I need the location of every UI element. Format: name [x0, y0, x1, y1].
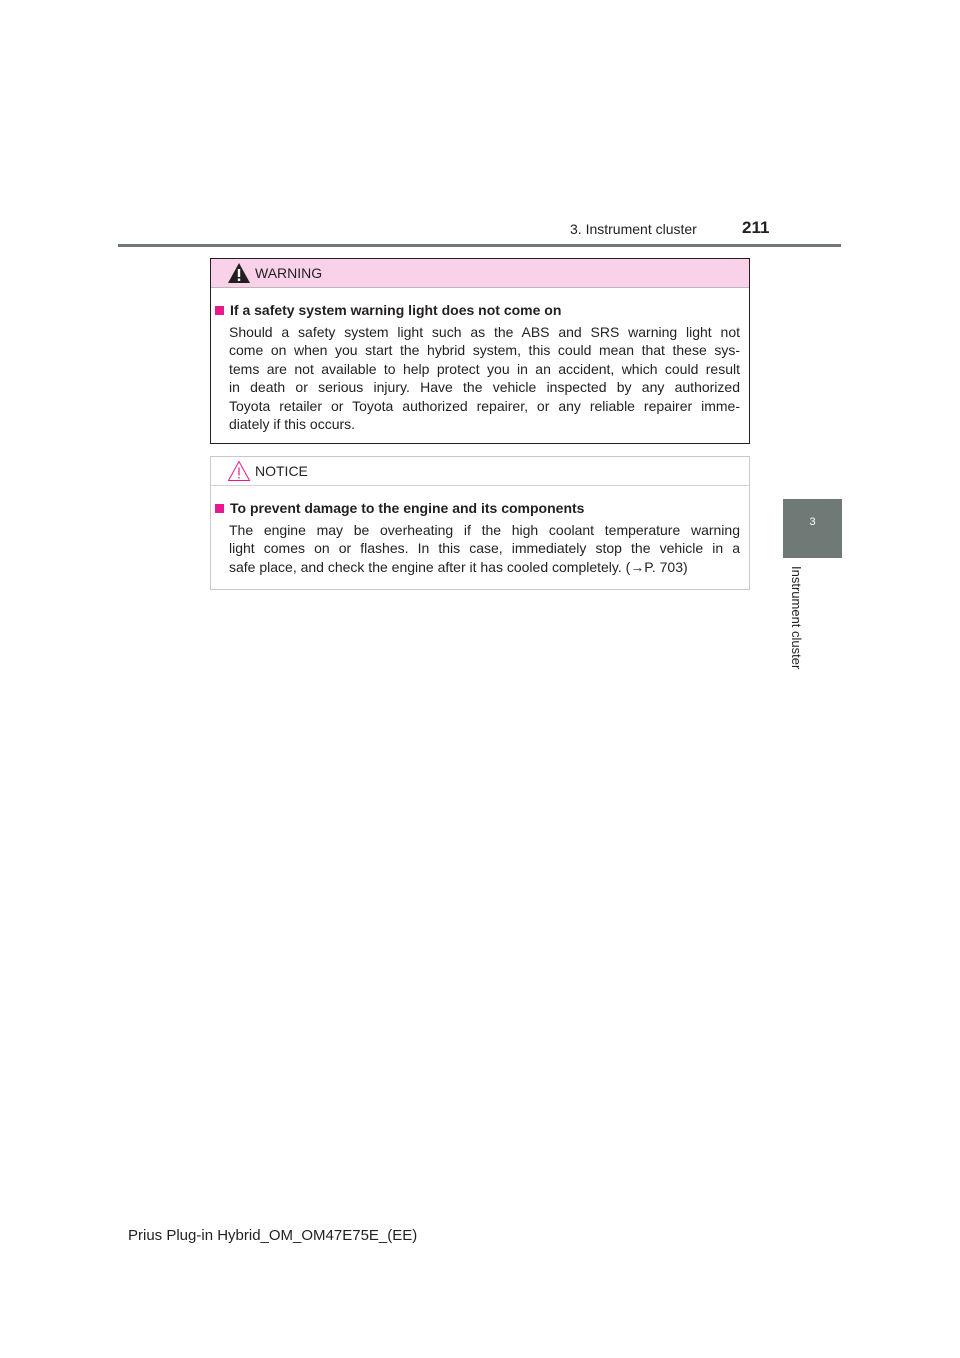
chapter-number: 3	[809, 516, 816, 528]
notice-item-body	[229, 521, 740, 576]
bullet-square-icon	[215, 504, 224, 513]
warning-body-line: Toyota retailer or Toyota authorized repairer, or any reliable repairer imme-	[229, 397, 740, 414]
notice-title: NOTICE	[255, 463, 308, 479]
warning-triangle-icon	[227, 262, 251, 284]
notice-item-title	[215, 500, 584, 516]
warning-body-line: come on when you start the hybrid system, this could mean that these sys-	[229, 342, 740, 359]
warning-header	[211, 259, 749, 288]
warning-body-line: Should a safety system light such as the ABS and SRS warning light not	[229, 324, 740, 340]
notice-item-title-text: To prevent damage to the engine and its components	[230, 500, 585, 516]
warning-item-title	[215, 302, 561, 318]
document-footer: Prius Plug-in Hybrid_OM_OM47E75E_(EE)	[128, 1227, 418, 1244]
section-title: 3. Instrument cluster	[570, 221, 697, 237]
warning-body-line: diately if this occurs.	[229, 416, 356, 433]
warning-item-title-text: If a safety system warning light does not come on	[230, 302, 562, 318]
chapter-label: Instrument cluster	[789, 566, 804, 670]
caution-triangle-icon	[227, 460, 251, 482]
warning-item-body	[229, 323, 740, 433]
bullet-square-icon	[215, 306, 224, 315]
warning-box	[210, 258, 750, 444]
notice-body-line: safe place, and check the engine after it has cooled completely. (→P. 703)	[229, 558, 688, 575]
page-number: 211	[742, 218, 770, 237]
notice-body-line: light comes on or flashes. In this case, immediately stop the vehicle in a	[229, 540, 740, 557]
chapter-tab	[783, 499, 842, 558]
notice-header	[211, 457, 749, 486]
notice-box	[210, 456, 750, 590]
warning-body-line: tems are not available to help protect you in an accident, which could result	[229, 360, 740, 377]
warning-body-line: in death or serious injury. Have the vehicle inspected by any authorized	[229, 379, 740, 396]
warning-title: WARNING	[255, 265, 323, 281]
header-divider	[118, 244, 841, 247]
notice-body-line: The engine may be overheating if the high coolant temperature warning	[229, 522, 740, 538]
